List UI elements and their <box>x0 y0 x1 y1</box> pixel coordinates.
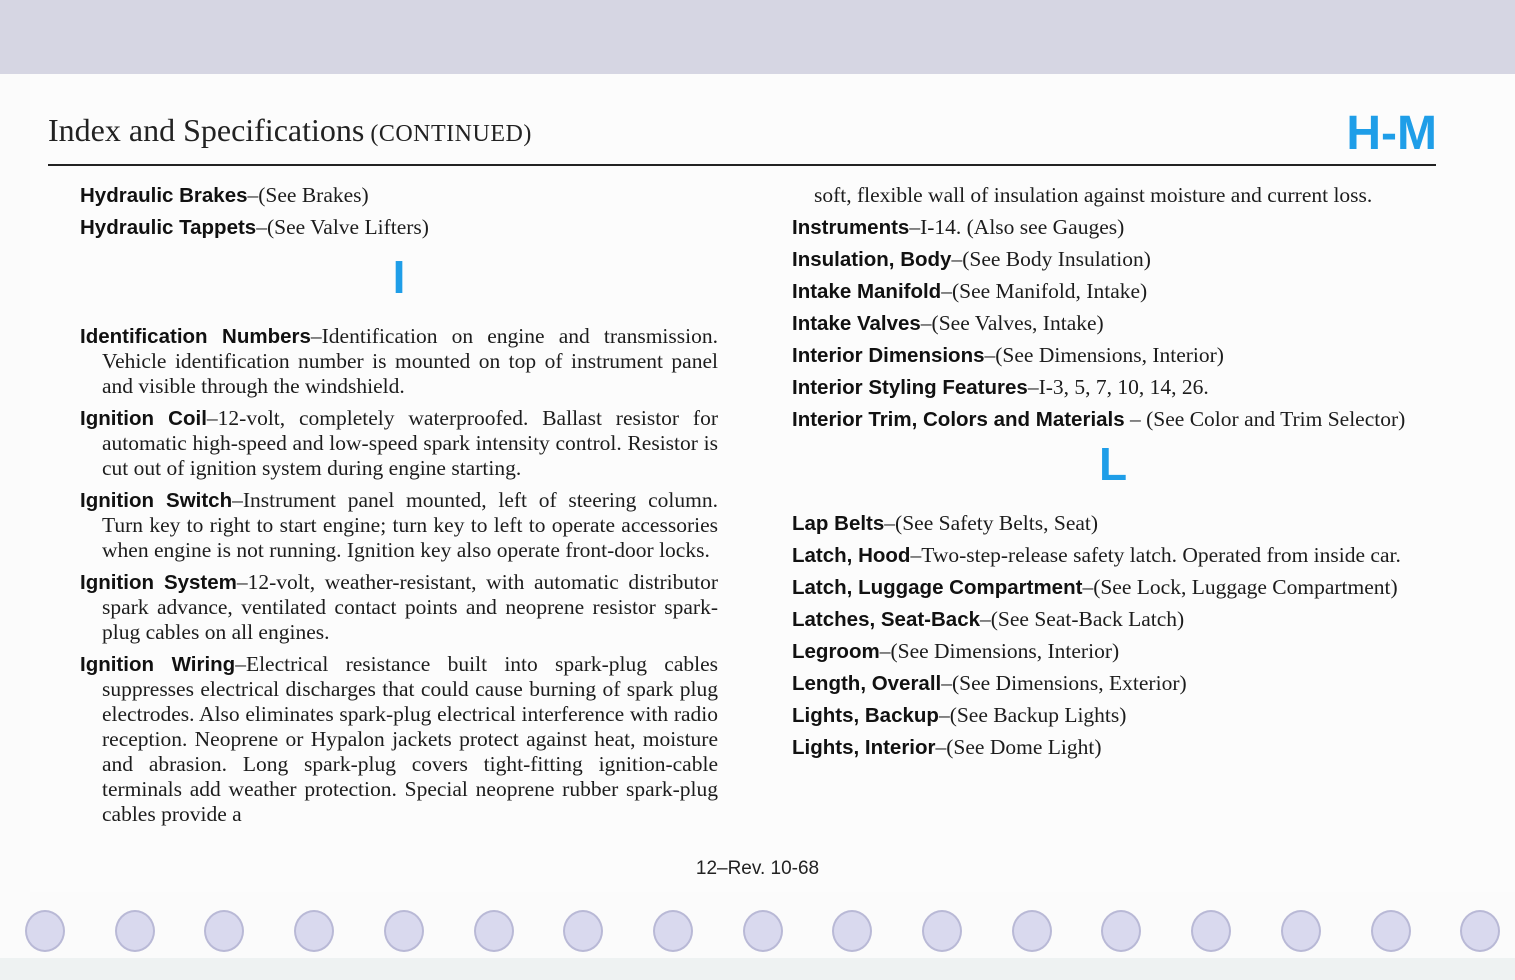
index-entry-interior-dimensions <box>792 343 1434 368</box>
entry-text: –(See Safety Belts, Seat) <box>884 511 1099 535</box>
entry-term: Length, Overall <box>792 672 942 695</box>
entry-term: Insulation, Body <box>792 248 952 271</box>
index-entry-lap-belts <box>792 511 1434 536</box>
entry-text: –Two-step-release safety latch. Operated from inside car. <box>910 543 1401 567</box>
binder-hole <box>474 910 514 952</box>
entry-term: Hydraulic Tappets <box>80 216 257 239</box>
binder-hole <box>25 910 65 952</box>
page-title-text: Index and Specifications <box>48 112 365 148</box>
index-entry-interior-styling-features <box>792 375 1434 400</box>
binder-hole <box>294 910 334 952</box>
binder-hole <box>1012 910 1052 952</box>
left-column <box>80 183 718 834</box>
entry-term: Latch, Luggage Compartment <box>792 576 1083 599</box>
index-entry-hydraulic-tappets <box>80 215 718 240</box>
entry-text: –Identification on engine and transmission. Vehicle identification number is mounted on top of instrument panel and visible through the windshield. <box>102 324 718 398</box>
entry-term: Ignition Wiring <box>80 653 236 676</box>
entry-term: Lap Belts <box>792 512 885 535</box>
index-entry-latch-hood <box>792 543 1434 568</box>
entry-term: Latch, Hood <box>792 544 911 567</box>
index-entry-latches-seat-back <box>792 607 1434 632</box>
binder-hole <box>384 910 424 952</box>
top-scan-band <box>0 0 1515 74</box>
entry-term: Legroom <box>792 640 880 663</box>
entry-text: –Instrument panel mounted, left of steering column. Turn key to right to start engine; turn key to left to operate accessories when engine is not running. Ignition key also operate front-door locks. <box>102 488 718 562</box>
entry-text: –(See Valves, Intake) <box>920 311 1104 335</box>
entry-term: Hydraulic Brakes <box>80 184 248 207</box>
entry-text: –(See Dome Light) <box>935 735 1102 759</box>
entry-term: Lights, Interior <box>792 736 936 759</box>
index-entry-instruments <box>792 215 1434 240</box>
index-entry-hydraulic-brakes <box>80 183 718 208</box>
binder-hole <box>1281 910 1321 952</box>
entry-text: –(See Body Insulation) <box>951 247 1151 271</box>
entry-text: –(See Backup Lights) <box>938 703 1127 727</box>
entry-text: –(See Dimensions, Interior) <box>984 343 1224 367</box>
entry-text: –12-volt, completely waterproofed. Ballast resistor for automatic high-speed and low-speed spark intensity control. Resistor is cut out of ignition system during engine starting. <box>102 406 719 480</box>
entry-text: –Electrical resistance built into spark-plug cables suppresses electrical discharges that could cause burning of spark plug electrodes. Also eliminates spark-plug electrical interference with radio reception. Neoprene or Hypalon jackets protect against heat, moisture and abrasion. Long spark-plug covers tight-fitting ignition-cable terminals add weather protection. Special neoprene rubber spark-plug cables provide a <box>102 652 718 826</box>
binder-hole <box>832 910 872 952</box>
section-letters: H-M <box>1346 107 1437 160</box>
entry-text: –(See Manifold, Intake) <box>941 279 1148 303</box>
index-entry-intake-valves <box>792 311 1434 336</box>
index-entry-ignition-wiring <box>80 652 718 827</box>
entry-text: –(See Dimensions, Exterior) <box>941 671 1187 695</box>
index-entry-lights-backup <box>792 703 1434 728</box>
entry-text: –(See Valve Lifters) <box>256 215 429 239</box>
page-title <box>48 110 532 154</box>
entry-text: –12-volt, weather-resistant, with automatic distributor spark advance, ventilated contact points and neoprene resistor spark-plug cables on all engines. <box>102 570 718 644</box>
section-letter-l: L <box>1098 438 1128 490</box>
entry-term: Ignition System <box>80 571 237 594</box>
index-entry-latch-luggage-compartment <box>792 575 1434 600</box>
binder-hole <box>1191 910 1231 952</box>
binder-hole <box>563 910 603 952</box>
entry-text: –I-14. (Also see Gauges) <box>909 215 1125 239</box>
entry-text: –(See Seat-Back Latch) <box>980 607 1185 631</box>
index-entry-ignition-system <box>80 570 718 645</box>
index-entry-insulation-body <box>792 247 1434 272</box>
entry-text: – (See Color and Trim Selector) <box>1124 407 1406 431</box>
binder-hole <box>1101 910 1141 952</box>
entry-term: Interior Trim, Colors and Materials <box>792 408 1125 431</box>
entry-term: Interior Dimensions <box>792 344 985 367</box>
binder-hole <box>204 910 244 952</box>
index-entry-lights-interior <box>792 735 1434 760</box>
binder-hole <box>1371 910 1411 952</box>
entry-term: Ignition Coil <box>80 407 207 430</box>
entry-continuation: soft, flexible wall of insulation against moisture and current loss. <box>814 183 1373 207</box>
index-entry-legroom <box>792 639 1434 664</box>
page-title-continued: (CONTINUED) <box>370 121 532 147</box>
index-entry-ignition-switch <box>80 488 718 563</box>
entry-term: Identification Numbers <box>80 325 311 348</box>
entry-term: Intake Manifold <box>792 280 942 303</box>
entry-term: Instruments <box>792 216 910 239</box>
index-entry-interior-trim-colors-and-materials <box>792 407 1434 432</box>
section-letter-i: I <box>392 251 406 303</box>
header-rule <box>48 164 1436 166</box>
entry-text: –(See Dimensions, Interior) <box>879 639 1120 663</box>
entry-term: Ignition Switch <box>80 489 233 512</box>
page-footer: 12–Rev. 10-68 <box>695 858 820 879</box>
entry-text: –(See Brakes) <box>247 183 369 207</box>
binder-hole <box>115 910 155 952</box>
index-entry-identification-numbers <box>80 324 718 399</box>
entry-term: Lights, Backup <box>792 704 939 727</box>
entry-term: Interior Styling Features <box>792 376 1028 399</box>
binder-hole <box>653 910 693 952</box>
entry-text: –(See Lock, Luggage Compartment) <box>1082 575 1398 599</box>
entry-term: Latches, Seat-Back <box>792 608 981 631</box>
entry-text: –I-3, 5, 7, 10, 14, 26. <box>1027 375 1209 399</box>
binder-hole <box>922 910 962 952</box>
binder-hole <box>1460 910 1500 952</box>
index-entry-ignition-coil <box>80 406 718 481</box>
binder-hole <box>743 910 783 952</box>
index-entry-length-overall <box>792 671 1434 696</box>
bottom-strip <box>0 958 1515 980</box>
index-entry-intake-manifold <box>792 279 1434 304</box>
right-column <box>792 183 1434 767</box>
entry-term: Intake Valves <box>792 312 921 335</box>
